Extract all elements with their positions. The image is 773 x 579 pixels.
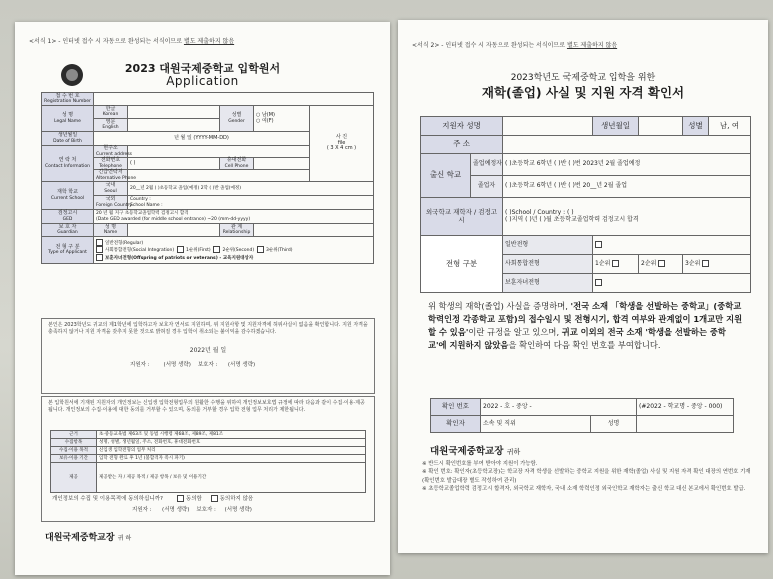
ged-label: 검정고시 GED <box>42 210 94 224</box>
pledge-signatures: 지원자 : (서명 생략) 보호자 : (서명 생략) <box>130 362 256 368</box>
ged-field[interactable]: 20 년 월 지구 초등학교졸업학력 검정고시 합격 (Date GED awarded (for middle school entrance) ~20 (mm-dd-yyyy) <box>94 210 374 224</box>
enrolled-field[interactable]: ( )초등학교 6학년 ( )반 ( )번 2023년 2월 졸업예정 <box>503 154 751 176</box>
photo-box[interactable]: 사 진 file ( 3 X 4 cm ) <box>310 106 374 182</box>
applicant-name-label: 지원자 성명 <box>421 117 503 136</box>
type2-label: 사회통합전형 <box>503 255 593 274</box>
gender-label: 성별 Gender <box>220 106 254 132</box>
dept-field[interactable]: 소속 및 직위 <box>481 416 591 433</box>
english-name-field[interactable] <box>128 119 220 132</box>
korean-label: 한글 Korean <box>94 106 128 119</box>
enrolled-label: 졸업예정자 <box>471 154 503 176</box>
type3-label: 보훈자녀전형 <box>503 274 593 293</box>
consent-line: 개인정보의 수집 및 이용목적에 동의하십니까? 동의함 동의하지 않음 <box>52 496 254 502</box>
seoul-label: 국내 Seoul <box>94 182 128 196</box>
confirmer-name-label: 성명 <box>591 416 637 433</box>
footnote-1: ※ 반드시 확인번호를 부여 받아야 지원이 가능함. <box>422 461 538 467</box>
form1-note-text: - 인터넷 접수 시 자동으로 완성되는 서식이므로 <box>56 38 184 45</box>
dob-field[interactable]: 년 월 일 (YYYY-MM-DD) <box>94 132 310 146</box>
foreign-label: 국외 Foreign Country <box>94 196 128 210</box>
consent-signatures: 지원자 : (서명 생략) 보호자 : (서명 생략) <box>132 507 252 513</box>
confirm-number-table <box>430 398 734 433</box>
pledge-text: 본인은 2023학년도 귀교의 제1학년에 입학하고자 보호자 연서로 지원하며, 위 지원사항 및 지원자격에 허위사실이 없음을 확인합니다. 지원 자격을 충족하지 않거나 지원 자격을 갖추지 못한 것으로 밝혀질 경우 입학이 취소되는 불이익을 감수하겠습니다. <box>48 322 368 336</box>
type1-checkbox[interactable] <box>96 239 103 246</box>
graduated-field[interactable]: ( )초등학교 6학년 ( )반 ( )번 20__년 2월 졸업 <box>503 176 751 198</box>
type2-third[interactable]: 3순위 <box>683 255 751 274</box>
disagree-checkbox[interactable] <box>211 495 218 502</box>
emergency-field[interactable] <box>128 170 310 182</box>
form1-principal: 대원국제중학교장 귀 하 <box>45 533 132 543</box>
guardian-name-field[interactable] <box>128 224 220 237</box>
form2-title-line1: 2023학년도 국제중학교 입학을 위한 <box>510 73 656 83</box>
address-label: 현주소 Current address <box>94 146 128 158</box>
korean-name-field[interactable] <box>128 106 220 119</box>
relation-label: 관 계 Relationship <box>220 224 254 237</box>
confirmer-name-field[interactable] <box>637 416 734 433</box>
footnote-2: ※ 확인 번호: 확인자(초등학교장)는 학교장 자격 학생을 선발하는 중학교 지원을 위한 재학(졸업) 사실 및 지원 자격 확인 대장의 연번호 기재 (확인번호 발급대장 별도 작성하여 관리) <box>422 469 751 484</box>
application-table <box>41 92 373 264</box>
confirm-no-format: (#2022 - 학교명 - 중앙 - 000) <box>637 399 734 416</box>
phone-label: 전화번호 Telephone <box>94 158 128 170</box>
confirm-no-field[interactable]: 2022 - 호 - 중앙 - <box>481 399 637 416</box>
guardian-label: 보 호 자 Guardian <box>42 224 94 237</box>
type1-field[interactable] <box>593 236 751 255</box>
confirmer-label: 확인자 <box>431 416 481 433</box>
relation-field[interactable] <box>254 224 374 237</box>
form1-title-en: Application <box>166 74 239 88</box>
form1-note <box>29 36 234 45</box>
form2-note-prefix: <서식 2> <box>412 42 440 49</box>
address-field[interactable] <box>503 136 751 154</box>
dob-label: 생년월일 Date of Birth <box>42 132 94 146</box>
origin-school-label: 출신 학교 <box>421 154 471 198</box>
type-options[interactable]: 일반전형(Regular) 사회통합전형(Social Integration) 1순위(First) 2순위(Second) 3순위(Third) 보훈자녀전형(Offspring of patriots or veterans) - 교육지원대상자 <box>94 237 374 264</box>
type2-second-checkbox[interactable] <box>658 260 665 267</box>
form2-note-underlined: 별도 제출하지 않음 <box>566 42 618 49</box>
type1-checkbox[interactable] <box>595 241 602 248</box>
birthdate-label: 생년월일 <box>593 117 639 136</box>
type2-second[interactable]: 2순위 <box>639 255 683 274</box>
form2-title-line2: 재학(졸업) 사실 및 지원 자격 확인서 <box>481 85 685 100</box>
footnote-3: ※ 초등학교졸업학력 검정고시 합격자, 외국학교 재학자, 국내 소재 학력인정 외국인학교 재학자는 출신 학교 대신 본교에서 확인번호 발급. <box>422 486 746 493</box>
name-label: 성 명 Legal Name <box>42 106 94 132</box>
confirm-no-label: 확인 번호 <box>431 399 481 416</box>
foreign-ged-field[interactable]: ( )School / Country : ( ) ( )지역 ( )년 ( )월 초등학교졸업학력 검정고시 합격 <box>503 198 751 236</box>
foreign-ged-label: 외국학교 재학자 / 검정고시 <box>421 198 503 236</box>
type3-checkbox[interactable] <box>96 254 103 261</box>
seoul-school-field[interactable]: 20__년 2월 ( )초등학교 졸업(예정) 2학 ( )반 졸업(예정) <box>128 182 374 196</box>
form1-note-underlined: 별도 제출하지 않음 <box>183 38 235 45</box>
gender-label: 성별 <box>683 117 709 136</box>
type2-first[interactable]: 1순위 <box>593 255 639 274</box>
cell-field[interactable] <box>254 158 310 170</box>
confirmation-form-sheet <box>398 20 768 553</box>
gender-options[interactable]: ○ 남(M) ○ 여(F) <box>254 106 310 132</box>
type2-checkbox[interactable] <box>96 246 103 253</box>
type1-label: 일반전형 <box>503 236 593 255</box>
form1-note-prefix: <서식 1> <box>29 38 57 45</box>
reg-no-label: 접 수 번 호 Registration Number <box>42 93 94 106</box>
form2-note <box>412 40 617 49</box>
form2-principal: 대원국제중학교장 귀하 <box>430 446 521 457</box>
pledge-date: 2022년 월 일 <box>189 347 227 354</box>
female-radio-icon[interactable]: ○ <box>256 117 262 124</box>
school-label: 재학 학교 Current School <box>42 182 94 210</box>
type-label: 전형 구분 <box>421 236 503 293</box>
form2-footnotes <box>422 460 752 494</box>
guardian-name-label: 성 명 Name <box>94 224 128 237</box>
graduated-label: 졸업자 <box>471 176 503 198</box>
confirmation-statement: 위 학생의 재학(졸업) 사실을 증명하며, '전국 소재 「학생을 선발하는 중학교」(중학교 학력인정 각종학교 포함)의 접수일시 및 전형시기, 합격 여부와 관계없이 1개교만 지원할 수 있음'이란 규정을 알고 있으며, 귀교 이외의 전국 소재 '학생을 선발하는 중학교'에 지원하지 않았음을 확인하여 다음 확인 번호를 부여합니다. <box>428 301 743 350</box>
emergency-label: 긴급연락처 Alternative Phone <box>94 170 128 182</box>
type-label: 전 형 구 분 Type of Applicant <box>42 237 94 264</box>
privacy-table: 근거 초·중등교육법 제63조 및 동법 시행령 제68조, 제89조, 제81조 수집항목 성명, 성별, 생년월일, 주소, 전화번호, 휴대전화번호 수집·이용 목적 신입생 입학전형의 업무 처리 보유·이용 기간 입학 전형 완료 후 1년 (불합격자 즉시 파기) 제공 제공받는 자 / 제공 목적 / 제공 항목 / 보유 및 이용기간 <box>50 430 366 493</box>
gender-field[interactable]: 남, 여 <box>709 117 751 136</box>
address-field[interactable] <box>128 146 310 158</box>
english-label: 영문 English <box>94 119 128 132</box>
form2-note-text: - 인터넷 접수 시 자동으로 완성되는 서식이므로 <box>439 42 567 49</box>
reg-no-field[interactable] <box>94 93 374 106</box>
contact-label: 연 락 처 Contact Information <box>42 146 94 182</box>
privacy-box <box>41 396 375 522</box>
type3-checkbox[interactable] <box>595 279 602 286</box>
pledge-box <box>41 318 375 394</box>
applicant-name-field[interactable] <box>503 117 593 136</box>
cell-label: 휴대전화 Cell Phone <box>220 158 254 170</box>
application-form-sheet <box>15 22 390 575</box>
type2-first-checkbox[interactable] <box>612 260 619 267</box>
form1-title: 2023 대원국제중학교 입학원서 <box>124 62 281 75</box>
male-radio-icon[interactable]: ○ <box>256 111 262 118</box>
address-label: 주 소 <box>421 136 503 154</box>
birthdate-field[interactable] <box>639 117 683 136</box>
privacy-intro: 본 입학원서에 기재된 지원자의 개인정보는 신입생 입학전형업무의 원활한 수행을 위하여 개인정보보호법 규정에 따라 다음과 같이 수집·이용·제공됩니다. 개인정보의 수집·이용에 대한 동의를 거부할 수 있으며, 동의를 거부할 경우 입학 전형 업무 처리가 제한됩니다. <box>48 400 365 414</box>
agree-checkbox[interactable] <box>177 495 184 502</box>
type3-field[interactable] <box>593 274 751 293</box>
foreign-school-field[interactable]: Country : School Name : <box>128 196 374 210</box>
type2-third-checkbox[interactable] <box>702 260 709 267</box>
confirmation-table <box>420 116 750 293</box>
phone-field[interactable]: ( ) <box>128 158 220 170</box>
